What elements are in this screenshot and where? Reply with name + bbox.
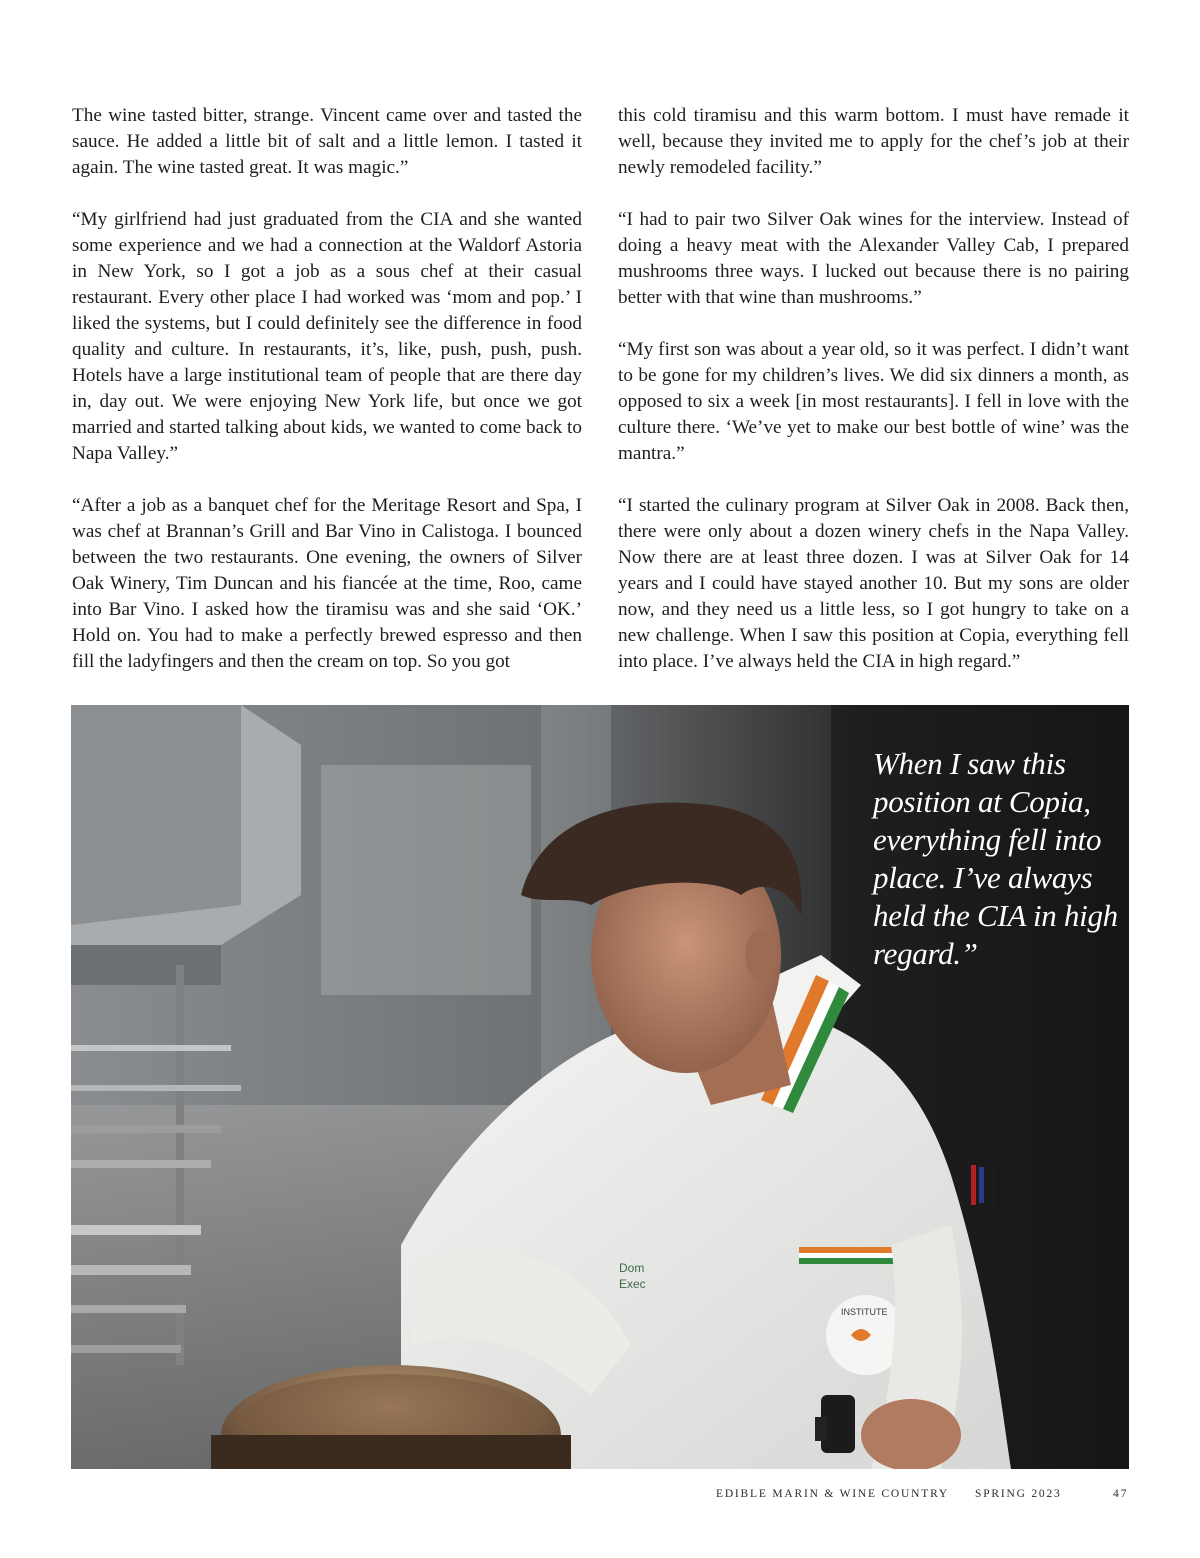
- paragraph: “My first son was about a year old, so it was perfect. I didn’t want to be gone for my children’s lives. We did six dinners a month, as opposed to six a week [in most restaurants]. I fell in love with the culture there. ‘We’ve yet to make our best bottle of wine’ was the mantra.”: [618, 339, 1129, 464]
- jacket-name-text: Dom: [619, 1261, 645, 1275]
- article-right-column: [618, 103, 1129, 675]
- article-left-column: [72, 103, 582, 675]
- paragraph: “After a job as a banquet chef for the Meritage Resort and Spa, I was chef at Brannan’s Grill and Bar Vino in Calistoga. I bounced between the two restaurants. One evening, the owners of Silver Oak Winery, Tim Duncan and his fiancée at the time, Roo, came into Bar Vino. I asked how the tiramisu was and she said ‘OK.’ Hold on. You had to make a perfectly brewed espresso and then fill the ladyfingers and then the cream on top. So you got: [72, 495, 582, 672]
- jacket-title-text: Exec: [619, 1277, 646, 1291]
- footer-issue: SPRING 2023: [975, 1488, 1062, 1500]
- paragraph: “My girlfriend had just graduated from the CIA and she wanted some experience and we had a connection at the Waldorf Astoria in New York, so I got a job as a sous chef at their casual restaurant. Every other place I had worked was ‘mom and pop.’ I liked the systems, but I could definitely see the difference in food quality and culture. In restaurants, it’s, like, push, push, push. Hotels have a large institutional team of people that are there day in, day out. We were enjoying New York life, but once we got married and started talking about kids, we wanted to come back to Napa Valley.”: [72, 209, 582, 464]
- footer-publication: EDIBLE MARIN & WINE COUNTRY: [716, 1488, 950, 1500]
- badge-text: INSTITUTE: [841, 1307, 888, 1317]
- paragraph: “I had to pair two Silver Oak wines for the interview. Instead of doing a heavy meat with the Alexander Valley Cab, I prepared mushrooms three ways. I lucked out because there is no pairing better with that wine than mushrooms.”: [618, 209, 1129, 308]
- page-number: 47: [1113, 1488, 1129, 1500]
- paragraph: this cold tiramisu and this warm bottom. I must have remade it well, because they invited me to apply for the chef’s job at their newly remodeled facility.”: [618, 105, 1129, 178]
- chef-photo: [71, 705, 1129, 1469]
- paragraph: The wine tasted bitter, strange. Vincent came over and tasted the sauce. He added a little bit of salt and a little lemon. I tasted it again. The wine tasted great. It was magic.”: [72, 105, 582, 178]
- paragraph: “I started the culinary program at Silver Oak in 2008. Back then, there were only about a dozen winery chefs in the Napa Valley. Now there are at least three dozen. I was at Silver Oak for 14 years and I could have stayed another 10. But my sons are older now, and they need us a little less, so I got hungry to take on a new challenge. When I saw this position at Copia, everything fell into place. I’ve always held the CIA in high regard.”: [618, 495, 1129, 672]
- pull-quote: When I saw this position at Copia, everything fell into place. I’ve always held the CIA in high regard.”: [873, 746, 1118, 971]
